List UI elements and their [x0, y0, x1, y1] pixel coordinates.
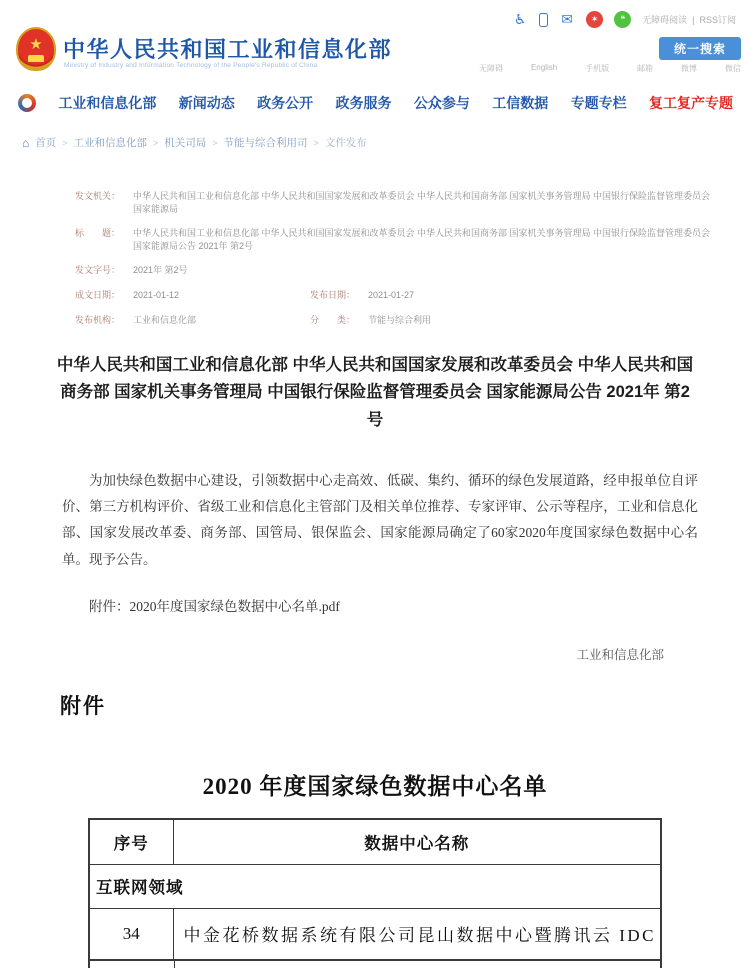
- unified-search-button[interactable]: 统一搜索: [659, 37, 741, 60]
- meta-row-title: [75, 227, 750, 252]
- mini-link-english[interactable]: English: [530, 63, 558, 72]
- nav-item-gov-info[interactable]: 政务公开: [257, 95, 314, 111]
- national-emblem: [16, 27, 56, 71]
- breadcrumb-miit[interactable]: 工业和信息化部: [73, 137, 148, 149]
- nav-item-news[interactable]: 新闻动态: [178, 95, 235, 111]
- table-header-row: [89, 819, 661, 864]
- meta-row-doc-no: [75, 264, 750, 277]
- meta-sender-value: 中华人民共和国工业和信息化部 中华人民共和国国家发展和改革委员会 中华人民共和国商务部 国家机关事务管理局 中国银行保险监督管理委员会 国家能源局: [133, 191, 711, 214]
- miit-logo-icon: [18, 94, 36, 112]
- meta-title-label: 标 题：: [75, 228, 121, 239]
- meta-publisher-value: 工业和信息化部: [133, 314, 197, 325]
- mini-link-mobile[interactable]: 手机版: [585, 64, 610, 73]
- nav-item-special[interactable]: 专题专栏: [570, 95, 627, 111]
- breadcrumb-separator: >: [153, 137, 159, 148]
- nav-item-participation[interactable]: 公众参与: [413, 95, 470, 111]
- mini-link-accessibility[interactable]: 无障碍: [479, 64, 503, 73]
- meta-category-value: 节能与综合利用: [368, 314, 432, 325]
- nav-item-work-resumption[interactable]: 复工复产专题: [649, 95, 733, 111]
- mail-icon[interactable]: ✉: [561, 11, 573, 27]
- breadcrumb-current: 文件发布: [324, 137, 367, 149]
- breadcrumb-home[interactable]: 首页: [35, 137, 57, 149]
- table-section-row: [89, 864, 661, 908]
- mini-link-wechat[interactable]: 微信: [724, 64, 741, 73]
- breadcrumb-energy-dept[interactable]: 节能与综合利用司: [223, 137, 308, 149]
- nav-item-gov-service[interactable]: 政务服务: [335, 95, 392, 111]
- column-header-name: 数据中心名称: [173, 819, 661, 864]
- weibo-icon[interactable]: ✶: [586, 11, 603, 28]
- row-name: 中金花桥数据系统有限公司昆山数据中心暨腾讯云 IDC: [173, 908, 661, 960]
- meta-row-dates: [75, 289, 750, 302]
- site-header: [0, 0, 750, 86]
- rss-link[interactable]: RSS订阅: [699, 15, 736, 25]
- table-cutoff-row: [88, 961, 662, 968]
- doc-meta: [75, 190, 750, 326]
- meta-doc-no-value: 2021年 第2号: [133, 265, 188, 276]
- meta-title-value: 中华人民共和国工业和信息化部 中华人民共和国国家发展和改革委员会 中华人民共和国商务部 国家机关事务管理局 中国银行保险监督管理委员会 国家能源局公告 2021年 第2号: [133, 228, 711, 251]
- breadcrumb-separator: >: [212, 137, 218, 148]
- breadcrumb-departments[interactable]: 机关司局: [164, 137, 207, 149]
- row-no: 34: [89, 908, 173, 960]
- accessibility-link[interactable]: 无障碍阅读: [642, 15, 688, 25]
- attachment-link[interactable]: 附件：2020年度国家绿色数据中心名单.pdf: [89, 599, 340, 615]
- site-subtitle: Ministry of Industry and Information Technology of the People's Republic of China: [64, 62, 318, 69]
- meta-publisher-label: 发布机构：: [75, 314, 121, 325]
- breadcrumb-separator: >: [62, 137, 68, 148]
- meta-publish-date-label: 发布日期：: [310, 289, 356, 300]
- home-icon[interactable]: ⌂: [22, 135, 30, 150]
- main-nav: [0, 88, 750, 118]
- document-body: 为加快绿色数据中心建设，引领数据中心走高效、低碳、集约、循环的绿色发展道路，经申报单位自评价、第三方机构评价、省级工业和信息化主管部门及相关单位推荐、专家评审、公示等程序，工业和信息化部、国家发展改革委、商务部、国管局、银保监会、国家能源局确定了60家2020年度国家绿色数据中心名单。现予公告。: [62, 472, 698, 567]
- table-row: [89, 908, 661, 960]
- meta-category-label: 分 类：: [310, 314, 356, 325]
- document-title: 中华人民共和国工业和信息化部 中华人民共和国国家发展和改革委员会 中华人民共和国商务部 国家机关事务管理局 中国银行保险监督管理委员会 国家能源局公告 2021年 第2号: [56, 356, 694, 429]
- nav-item-data[interactable]: 工信数据: [492, 95, 549, 111]
- meta-written-date-value: 2021-01-12: [133, 289, 180, 300]
- mobile-icon[interactable]: [539, 13, 548, 27]
- meta-publish-date-value: 2021-01-27: [368, 289, 415, 300]
- header-utility-icons: [512, 11, 736, 28]
- accessibility-icon[interactable]: ♿: [513, 11, 527, 27]
- meta-doc-no-label: 发文字号：: [75, 265, 121, 276]
- wechat-icon[interactable]: ❝: [614, 11, 631, 28]
- meta-written-date-label: 成文日期：: [75, 289, 121, 300]
- annex-preview: [0, 768, 750, 968]
- annex-table-title: 2020 年度国家绿色数据中心名单: [202, 774, 548, 800]
- mini-link-mailbox[interactable]: 邮箱: [637, 64, 654, 73]
- site-title: 中华人民共和国工业和信息化部: [63, 37, 393, 62]
- nav-item-miit[interactable]: 工业和信息化部: [58, 95, 157, 111]
- emblem-star-icon: ★: [29, 35, 43, 53]
- annex-heading: 附件: [60, 695, 106, 719]
- section-internet: 互联网领域: [89, 864, 661, 908]
- breadcrumb: [22, 135, 750, 150]
- meta-row-sender: [75, 190, 750, 215]
- header-mini-links: [479, 63, 741, 74]
- column-header-no: 序号: [89, 819, 173, 864]
- meta-row-publisher: [75, 314, 750, 327]
- divider: |: [692, 14, 695, 25]
- breadcrumb-separator: >: [313, 137, 319, 148]
- meta-sender-label: 发文机关：: [75, 191, 121, 201]
- mini-link-weibo[interactable]: 微博: [681, 64, 697, 73]
- emblem-gate-icon: [28, 55, 44, 62]
- green-datacenter-table: [88, 818, 662, 961]
- document-signature: 工业和信息化部: [576, 648, 664, 663]
